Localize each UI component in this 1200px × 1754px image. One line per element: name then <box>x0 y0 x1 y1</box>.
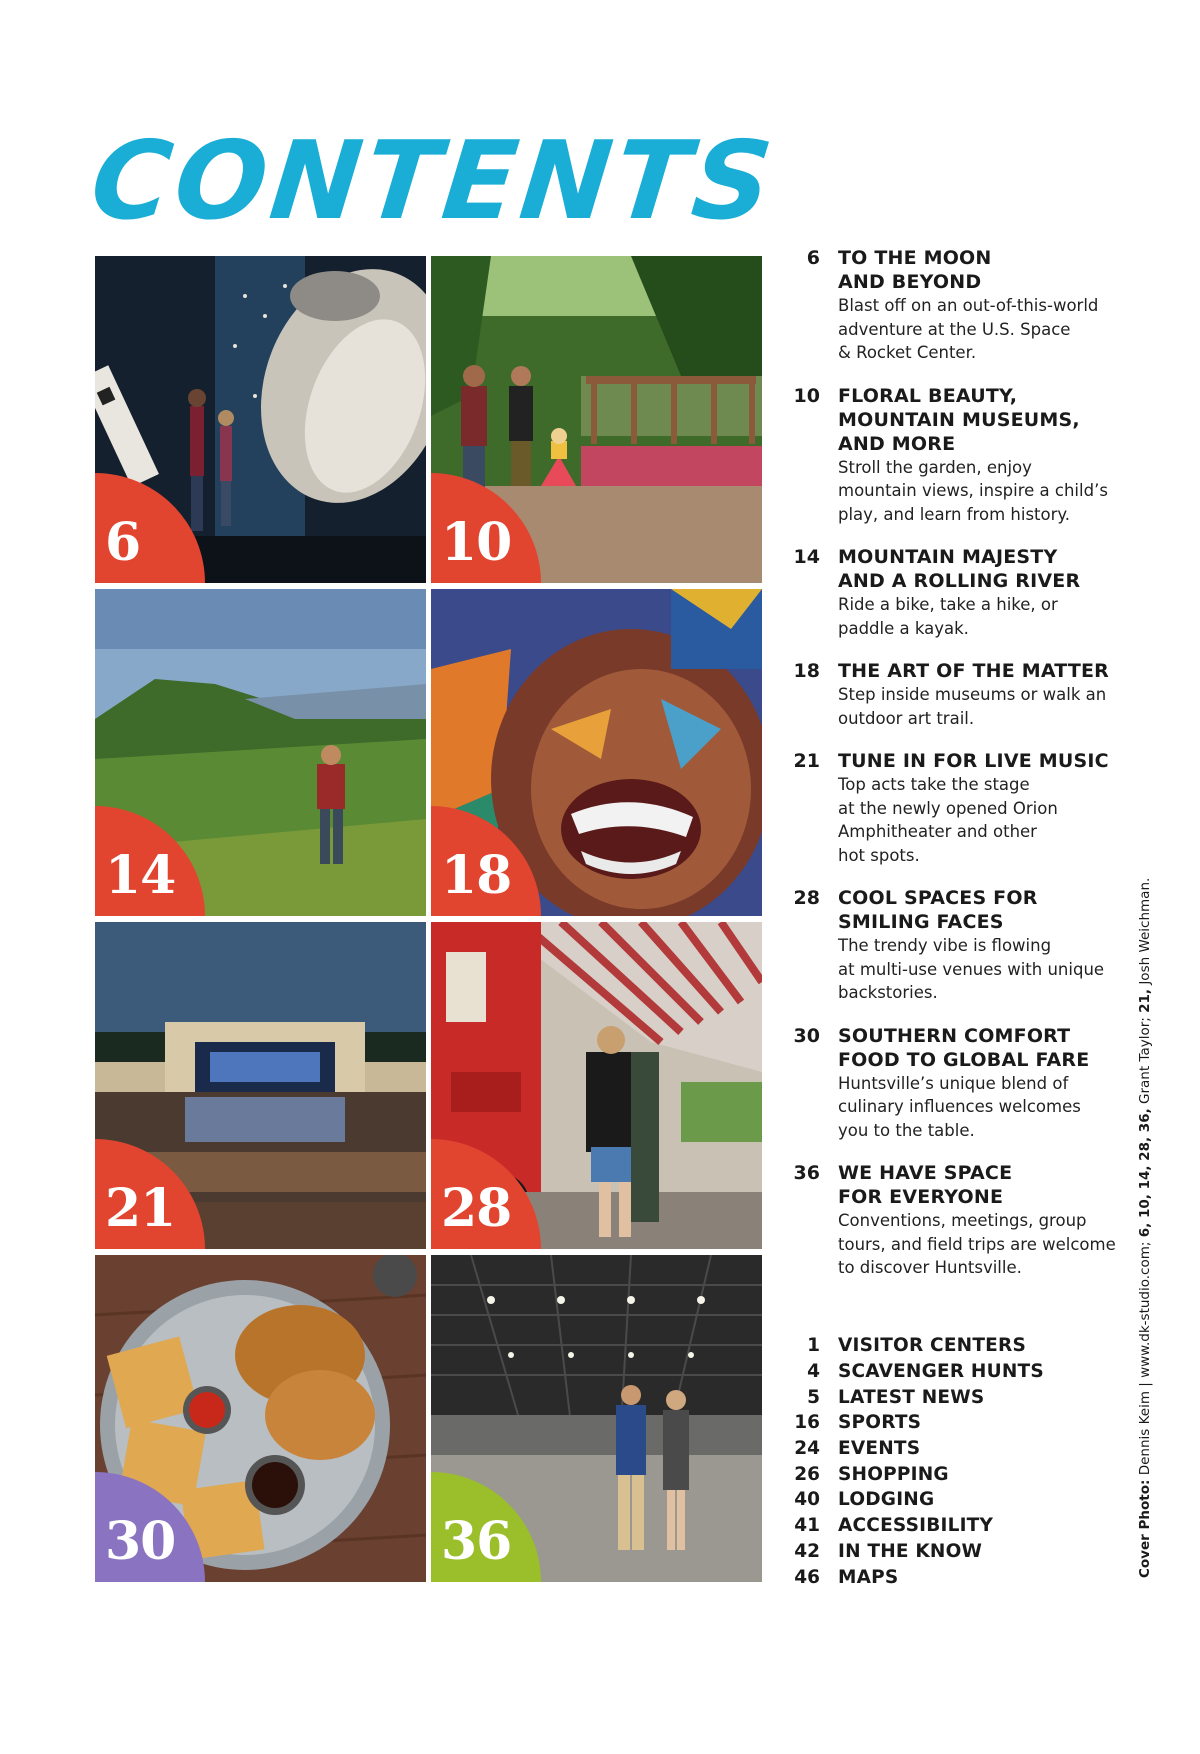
index-label: LATEST NEWS <box>838 1386 985 1408</box>
index-item[interactable] <box>790 1461 1120 1487</box>
badge-number: 14 <box>105 845 176 906</box>
toc-entry[interactable] <box>790 1024 1120 1143</box>
photo-tile <box>95 1255 426 1582</box>
credits-cover-name: Dennis Keim | www.dk-studio.com; <box>1137 1237 1153 1480</box>
toc-title-line: SOUTHERN COMFORT <box>838 1024 1071 1047</box>
toc-title-line: COOL SPACES FOR <box>838 887 1038 909</box>
toc-description-line: Ride a bike, take a hike, or <box>838 595 1058 614</box>
page-title: CONTENTS <box>85 119 782 244</box>
badge-number: 18 <box>441 845 512 906</box>
toc-description-line: paddle a kayak. <box>838 618 969 638</box>
toc-title-line: THE ART OF THE MATTER <box>838 660 1110 682</box>
toc-description-line: at the newly opened Orion <box>838 798 1058 818</box>
index-item[interactable] <box>790 1564 1120 1590</box>
toc-description-line: at multi-use venues with unique <box>838 959 1105 979</box>
index-item[interactable] <box>790 1384 1120 1410</box>
toc-title-line: TO THE MOON <box>838 247 992 269</box>
index-label: MAPS <box>838 1566 899 1588</box>
photo-tile <box>431 922 762 1249</box>
toc-entry[interactable] <box>790 749 1120 867</box>
section-index <box>790 1333 1120 1590</box>
index-item[interactable] <box>790 1436 1120 1462</box>
toc-page-number: 28 <box>793 887 820 909</box>
badge-number: 28 <box>441 1178 512 1239</box>
badge-number: 6 <box>105 512 141 573</box>
badge-number: 36 <box>441 1511 512 1572</box>
index-label: IN THE KNOW <box>838 1540 983 1562</box>
photo-tile <box>95 256 426 583</box>
toc-page-number: 10 <box>793 384 820 407</box>
index-item[interactable] <box>790 1333 1120 1359</box>
toc-description-line: outdoor art trail. <box>838 708 975 728</box>
credits-pages: 6, 10, 14, 28, 36, <box>1137 1108 1153 1238</box>
index-label: SCAVENGER HUNTS <box>838 1361 1044 1383</box>
toc-description-line: Stroll the garden, enjoy <box>838 457 1032 477</box>
toc-description-line: Conventions, meetings, group <box>838 1211 1087 1230</box>
toc-description-line: hot spots. <box>838 845 920 865</box>
index-page-number: 16 <box>794 1412 820 1434</box>
index-item[interactable] <box>790 1410 1120 1436</box>
index-item[interactable] <box>790 1487 1120 1513</box>
toc-entry[interactable] <box>790 886 1120 1005</box>
toc-description-line: culinary influences welcomes <box>838 1097 1081 1116</box>
credits-cover-label: Cover Photo: <box>1137 1479 1153 1578</box>
toc-title-line: AND A ROLLING RIVER <box>838 570 1081 592</box>
index-label: EVENTS <box>838 1438 921 1460</box>
index-page-number: 42 <box>794 1540 820 1562</box>
index-item[interactable] <box>790 1359 1120 1385</box>
credits-name: Josh Weichman. <box>1137 877 1153 989</box>
toc-description-line: & Rocket Center. <box>838 343 977 362</box>
credits-pages: 21, <box>1137 988 1153 1013</box>
index-label: SHOPPING <box>838 1463 949 1485</box>
index-label: LODGING <box>838 1489 935 1511</box>
toc-entry[interactable] <box>790 1161 1120 1280</box>
index-item[interactable] <box>790 1539 1120 1565</box>
badge-number: 30 <box>105 1511 176 1572</box>
index-page-number: 26 <box>794 1463 820 1485</box>
photo-tile <box>431 1255 762 1582</box>
toc-page-number: 14 <box>793 546 820 568</box>
toc-page-number: 18 <box>793 660 820 682</box>
toc-description-line: Huntsville’s unique blend of <box>838 1073 1069 1093</box>
toc-description-line: Step inside museums or walk an <box>838 685 1107 704</box>
credits-name: Grant Taylor; <box>1137 1012 1153 1109</box>
index-page-number: 41 <box>794 1515 820 1537</box>
toc-title-line: FOOD TO GLOBAL FARE <box>838 1048 1090 1071</box>
toc-page-number: 21 <box>793 750 820 772</box>
toc-page-number: 36 <box>793 1162 820 1184</box>
toc-title-line: SMILING FACES <box>838 911 1004 933</box>
photo-credits <box>1136 877 1154 1578</box>
toc-description-line: Blast off on an out-of-this-world <box>838 296 1099 315</box>
toc-description-line: Top acts take the stage <box>838 775 1030 794</box>
toc-description-line: adventure at the U.S. Space <box>838 319 1071 339</box>
photo-tile <box>95 922 426 1249</box>
toc-title-line: MOUNTAIN MAJESTY <box>838 546 1058 568</box>
toc-title-line: MOUNTAIN MUSEUMS, <box>838 408 1080 431</box>
toc-entry[interactable] <box>790 659 1120 730</box>
toc-title-line: AND BEYOND <box>838 271 982 293</box>
index-item[interactable] <box>790 1513 1120 1539</box>
toc-title-line: FLORAL BEAUTY, <box>838 384 1018 407</box>
toc-entry[interactable] <box>790 246 1120 365</box>
badge-number: 21 <box>105 1178 176 1239</box>
index-page-number: 46 <box>794 1566 820 1588</box>
index-label: SPORTS <box>838 1412 922 1434</box>
toc-description-line: you to the table. <box>838 1120 975 1140</box>
toc-description-line: backstories. <box>838 983 938 1002</box>
photo-tile <box>431 256 762 583</box>
toc-title-line: AND MORE <box>838 432 956 455</box>
toc-description-line: The trendy vibe is flowing <box>838 936 1052 955</box>
toc-description-line: Amphitheater and other <box>838 822 1037 841</box>
index-label: VISITOR CENTERS <box>838 1335 1026 1357</box>
index-label: ACCESSIBILITY <box>838 1515 994 1537</box>
index-page-number: 24 <box>794 1438 820 1460</box>
index-page-number: 1 <box>807 1335 820 1357</box>
photo-tile <box>95 589 426 916</box>
index-page-number: 40 <box>794 1489 820 1511</box>
toc-entry[interactable] <box>790 384 1120 527</box>
index-page-number: 5 <box>807 1386 820 1408</box>
toc-description-line: tours, and field trips are welcome <box>838 1234 1116 1254</box>
toc-title-line: TUNE IN FOR LIVE MUSIC <box>838 750 1109 772</box>
photo-tile <box>431 589 762 916</box>
table-of-contents <box>790 246 1120 1280</box>
toc-page-number: 6 <box>806 247 820 269</box>
toc-entry[interactable] <box>790 545 1120 640</box>
photo-grid <box>95 256 762 1582</box>
index-page-number: 4 <box>807 1361 820 1383</box>
toc-title-line: FOR EVERYONE <box>838 1186 1004 1208</box>
toc-description-line: play, and learn from history. <box>838 504 1071 524</box>
badge-number: 10 <box>441 512 512 573</box>
toc-description-line: mountain views, inspire a child’s <box>838 481 1108 500</box>
toc-page-number: 30 <box>793 1024 820 1047</box>
toc-description-line: to discover Huntsville. <box>838 1258 1022 1277</box>
toc-title-line: WE HAVE SPACE <box>838 1162 1013 1184</box>
